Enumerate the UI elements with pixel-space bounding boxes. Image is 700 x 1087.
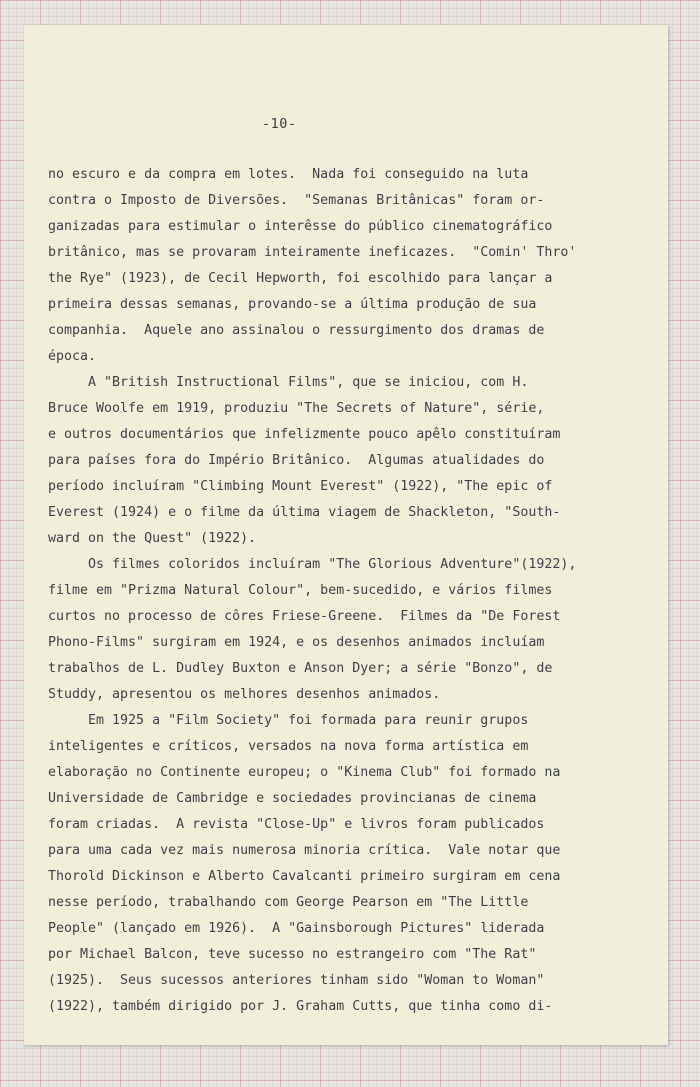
text-line: contra o Imposto de Diversões. "Semanas Britânicas" foram or-: [48, 193, 545, 208]
text-line: no escuro e da compra em lotes. Nada foi conseguido na luta: [48, 167, 529, 182]
typed-page: [24, 25, 668, 1045]
text-line: nesse período, trabalhando com George Pearson em "The Little: [48, 895, 529, 910]
text-line: e outros documentários que infelizmente pouco apêlo constituíram: [48, 427, 561, 442]
text-line: Everest (1924) e o filme da última viagem de Shackleton, "South-: [48, 505, 561, 520]
text-line: época.: [48, 349, 97, 364]
text-line: ganizadas para estimular o interêsse do público cinematográfico: [48, 219, 553, 234]
text-line: foram criadas. A revista "Close-Up" e livros foram publicados: [48, 817, 545, 832]
text-line: para países fora do Império Britânico. Algumas atualidades do: [48, 453, 545, 468]
text-line: Thorold Dickinson e Alberto Cavalcanti primeiro surgiram em cena: [48, 869, 561, 884]
text-line: Bruce Woolfe em 1919, produziu "The Secrets of Nature", série,: [48, 401, 545, 416]
text-line: curtos no processo de côres Friese-Greene. Filmes da "De Forest: [48, 609, 561, 624]
text-line: (1925). Seus sucessos anteriores tinham sido "Woman to Woman": [48, 973, 545, 988]
text-line: A "British Instructional Films", que se iniciou, com H.: [48, 375, 529, 390]
text-line: companhia. Aquele ano assinalou o ressurgimento dos dramas de: [48, 323, 545, 338]
text-line: trabalhos de L. Dudley Buxton e Anson Dyer; a série "Bonzo", de: [48, 661, 553, 676]
text-line: para uma cada vez mais numerosa minoria crítica. Vale notar que: [48, 843, 561, 858]
text-line: britânico, mas se provaram inteiramente ineficazes. "Comin' Thro': [48, 245, 577, 260]
text-line: período incluíram "Climbing Mount Everest" (1922), "The epic of: [48, 479, 553, 494]
text-line: Studdy, apresentou os melhores desenhos animados.: [48, 687, 441, 702]
text-line: People" (lançado em 1926). A "Gainsborough Pictures" liderada: [48, 921, 545, 936]
text-line: filme em "Prizma Natural Colour", bem-sucedido, e vários filmes: [48, 583, 553, 598]
text-line: (1922), também dirigido por J. Graham Cutts, que tinha como di-: [48, 999, 553, 1014]
text-line: inteligentes e críticos, versados na nova forma artística em: [48, 739, 529, 754]
text-line: Os filmes coloridos incluíram "The Glorious Adventure"(1922),: [48, 557, 577, 572]
text-line: Em 1925 a "Film Society" foi formada para reunir grupos: [48, 713, 529, 728]
text-line: the Rye" (1923), de Cecil Hepworth, foi escolhido para lançar a: [48, 271, 553, 286]
text-line: elaboração no Continente europeu; o "Kinema Club" foi formado na: [48, 765, 561, 780]
text-line: Universidade de Cambridge e sociedades provincianas de cinema: [48, 791, 537, 806]
text-line: primeira dessas semanas, provando-se a última produção de sua: [48, 297, 537, 312]
text-line: ward on the Quest" (1922).: [48, 531, 257, 546]
page-number: -10-: [262, 116, 297, 132]
text-line: por Michael Balcon, teve sucesso no estrangeiro com "The Rat": [48, 947, 537, 962]
text-line: Phono-Films" surgiram em 1924, e os desenhos animados incluíam: [48, 635, 545, 650]
